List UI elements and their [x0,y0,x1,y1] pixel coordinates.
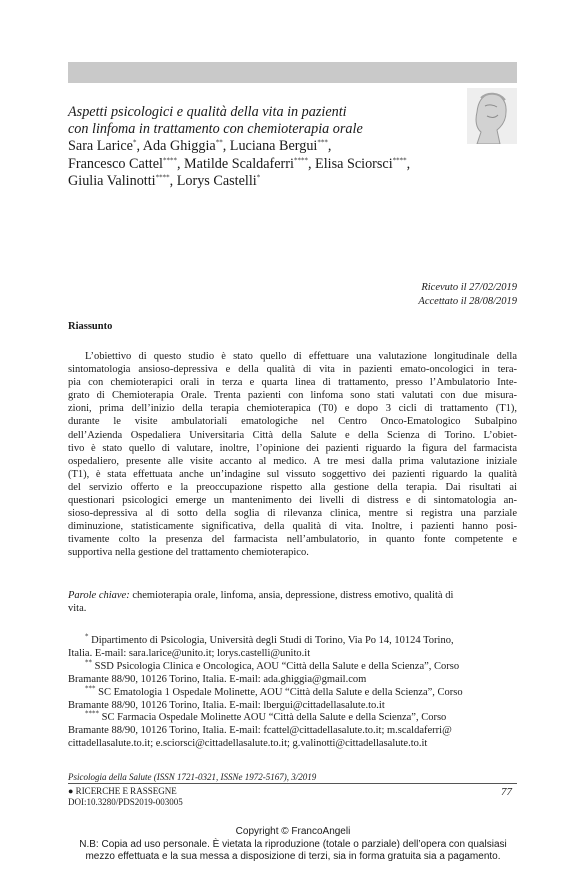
copyright-notice: Copyright © FrancoAngeli [235,826,351,837]
affiliation-line [68,632,517,648]
affiliation-text: Bramante 88/90, 10126 Torino, Italia. E-mail: ada.ghiggia@gmail.com [68,673,367,685]
affiliation-text: SC Farmacia Ospedale Molinette AOU “Città della Salute e della Scienza”, Corso [99,712,447,724]
abstract-line: tivamente colto la presenza del farmacista nell’ambulatorio, in quanto fonte competente e [68,534,517,546]
title-line: con linfoma in trattamento con chemioterapia orale [68,121,363,137]
usage-notice-line: N.B: Copia ad uso personale. È vietata la riproduzione (totale o parziale) dell’opera con qualsiasi [79,839,507,850]
author-line [68,138,538,156]
author-mark: **** [293,155,308,164]
affiliation-mark: *** [85,684,96,693]
author-name: Sara Larice [68,138,133,154]
keywords-line [68,589,517,602]
author-sep: , [406,155,411,172]
affiliation-mark: * [85,632,89,641]
keywords-line: vita. [68,603,87,615]
author-line [68,173,538,191]
journal-citation: Psicologia della Salute (ISSN 1721-0321, ISSNe 1972-5167), 3/2019 [68,772,317,782]
usage-notice-line: mezzo effettuata e la sua messa a disposizione di terzi, sia in forma gratuita sia a pagamento. [85,851,501,862]
affiliation-text: SC Ematologia 1 Ospedale Molinette, AOU “Città della Salute e della Scienza”, Corso [95,686,463,698]
affiliation-line [68,658,517,674]
affiliation-text: cittadellasalute.to.it; e.sciorsci@cittadellasalute.to.it; g.valinotti@cittadellasalute.to.it [68,738,428,750]
abstract-heading: Riassunto [68,321,113,332]
footer-divider [68,783,517,784]
author-mark: **** [162,155,177,164]
affiliation-line [68,674,517,687]
author-name: Francesco Cattel [68,155,163,172]
abstract-line: ospedaliero, presente alle visite accanto al medico. A tre mesi dalla prima valutazione iniziale [68,455,517,467]
author-line [68,156,538,174]
affiliation-line [68,725,517,738]
author-name: , Lorys Castelli [169,173,257,189]
abstract-line: sioso-depressiva al di sotto della soglia di rilevanza clinica, mentre si registra una parziale [68,508,517,520]
doi-link[interactable]: DOI:10.3280/PDS2019-003005 [68,797,183,807]
affiliation-line [68,700,517,713]
affiliation-text: Bramante 88/90, 10126 Torino, Italia. E-mail: lbergui@cittadellasalute.to.it [68,699,385,711]
abstract-line: tivo è stato quello di valutare, inoltre, l’opinione dei pazienti riguardo la figura del farmacista [68,442,517,454]
abstract-line: diminuzione, statisticamente significativa, della qualità di vita. Inoltre, i pazienti hanno posi- [68,521,517,533]
accepted-date: Accettato il 28/08/2019 [418,296,517,307]
author-name: , Ada Ghiggia [136,138,216,154]
author-list [68,138,538,191]
affiliation-line [68,648,517,661]
author-mark: *** [317,138,328,147]
page-number: 77 [501,786,512,798]
abstract-line: grato di Chemioterapia Orale. Trenta pazienti con linfoma sono stati valutati con due misura- [68,390,517,402]
affiliations [68,632,517,751]
affiliation-line [68,684,517,700]
author-name: Giulia Valinotti [68,173,156,189]
affiliation-text: Dipartimento di Psicologia, Università degli Studi di Torino, Via Po 14, 10124 Torino, [88,635,454,646]
section-label: ● RICERCHE E RASSEGNE [68,786,177,796]
abstract-line: durante le visite ambulatoriali ematologiche nel Centro Onco-Ematologico Subalpino [68,416,517,428]
abstract-body [68,350,517,560]
received-date: Ricevuto il 27/02/2019 [421,282,517,293]
abstract-line: pia con chemioterapici orali in terza e quarta linea di trattamento, presso l’Ambulatorio Inte- [68,377,517,389]
author-name: , Luciana Bergui [222,138,318,154]
title-line: Aspetti psicologici e qualità della vita in pazienti [68,104,347,120]
keywords-label: Parole chiave: [68,590,130,601]
abstract-line: supportiva nella gestione del trattamento chemioterapico. [68,547,309,559]
author-mark: ** [215,138,223,147]
affiliation-mark: **** [85,709,99,718]
author-mark: **** [392,155,407,164]
affiliation-text: Bramante 88/90, 10126 Torino, Italia. E-mail: fcattel@cittadellasalute.to.it; m.scaldaferri@ [68,725,452,737]
article-title [68,104,468,138]
keywords-text: chemioterapia orale, linfoma, ansia, depressione, distress emotivo, qualità di [132,590,454,601]
author-mark: **** [155,173,170,182]
author-mark: * [256,173,261,182]
affiliation-mark: ** [85,658,92,667]
affiliation-line [68,709,517,725]
affiliation-text: Italia. E-mail: sara.larice@unito.it; lorys.castelli@unito.it [68,647,311,659]
submission-dates [418,281,517,309]
author-sep: , [327,138,332,154]
abstract-line: (T1), è stata effettuata anche un’indagine sul vissuto soggettivo dei pazienti riguardo la qualità [68,468,517,480]
abstract-line: L’obiettivo di questo studio è stato quello di effettuare una valutazione longitudinale della [85,351,517,362]
affiliation-line [68,738,517,751]
abstract-line: zioni, prima dell’inizio della terapia chemioterapica (T0) e dopo 3 cicli di trattamento (T1), [68,403,517,415]
abstract-line: del servizio offerto e la preoccupazione rispetto alla gestione della terapia. Dai risultati ai [68,481,517,493]
portrait-engraving-icon [467,88,517,144]
header-bar [68,62,517,83]
usage-notice [0,839,586,863]
author-name: , Matilde Scaldaferri [176,155,294,172]
author-mark: * [132,138,137,147]
affiliation-text: SSD Psicologia Clinica e Oncologica, AOU “Città della Salute e della Scienza”, Corso [92,660,460,672]
keywords [68,589,517,615]
author-name: , Elisa Sciorsci [307,155,393,172]
abstract-line: questionari psicologici emerge un mantenimento dei livelli di distress e di sintomatologia an- [68,495,517,507]
abstract-line: dell’Azienda Ospedaliera Universitaria Città della Salute e della Scienza di Torino. L’obiet- [68,429,517,441]
abstract-line: sintomatologia ansioso-depressiva e della qualità di vita in pazienti emato-oncologici in tera- [68,364,517,376]
